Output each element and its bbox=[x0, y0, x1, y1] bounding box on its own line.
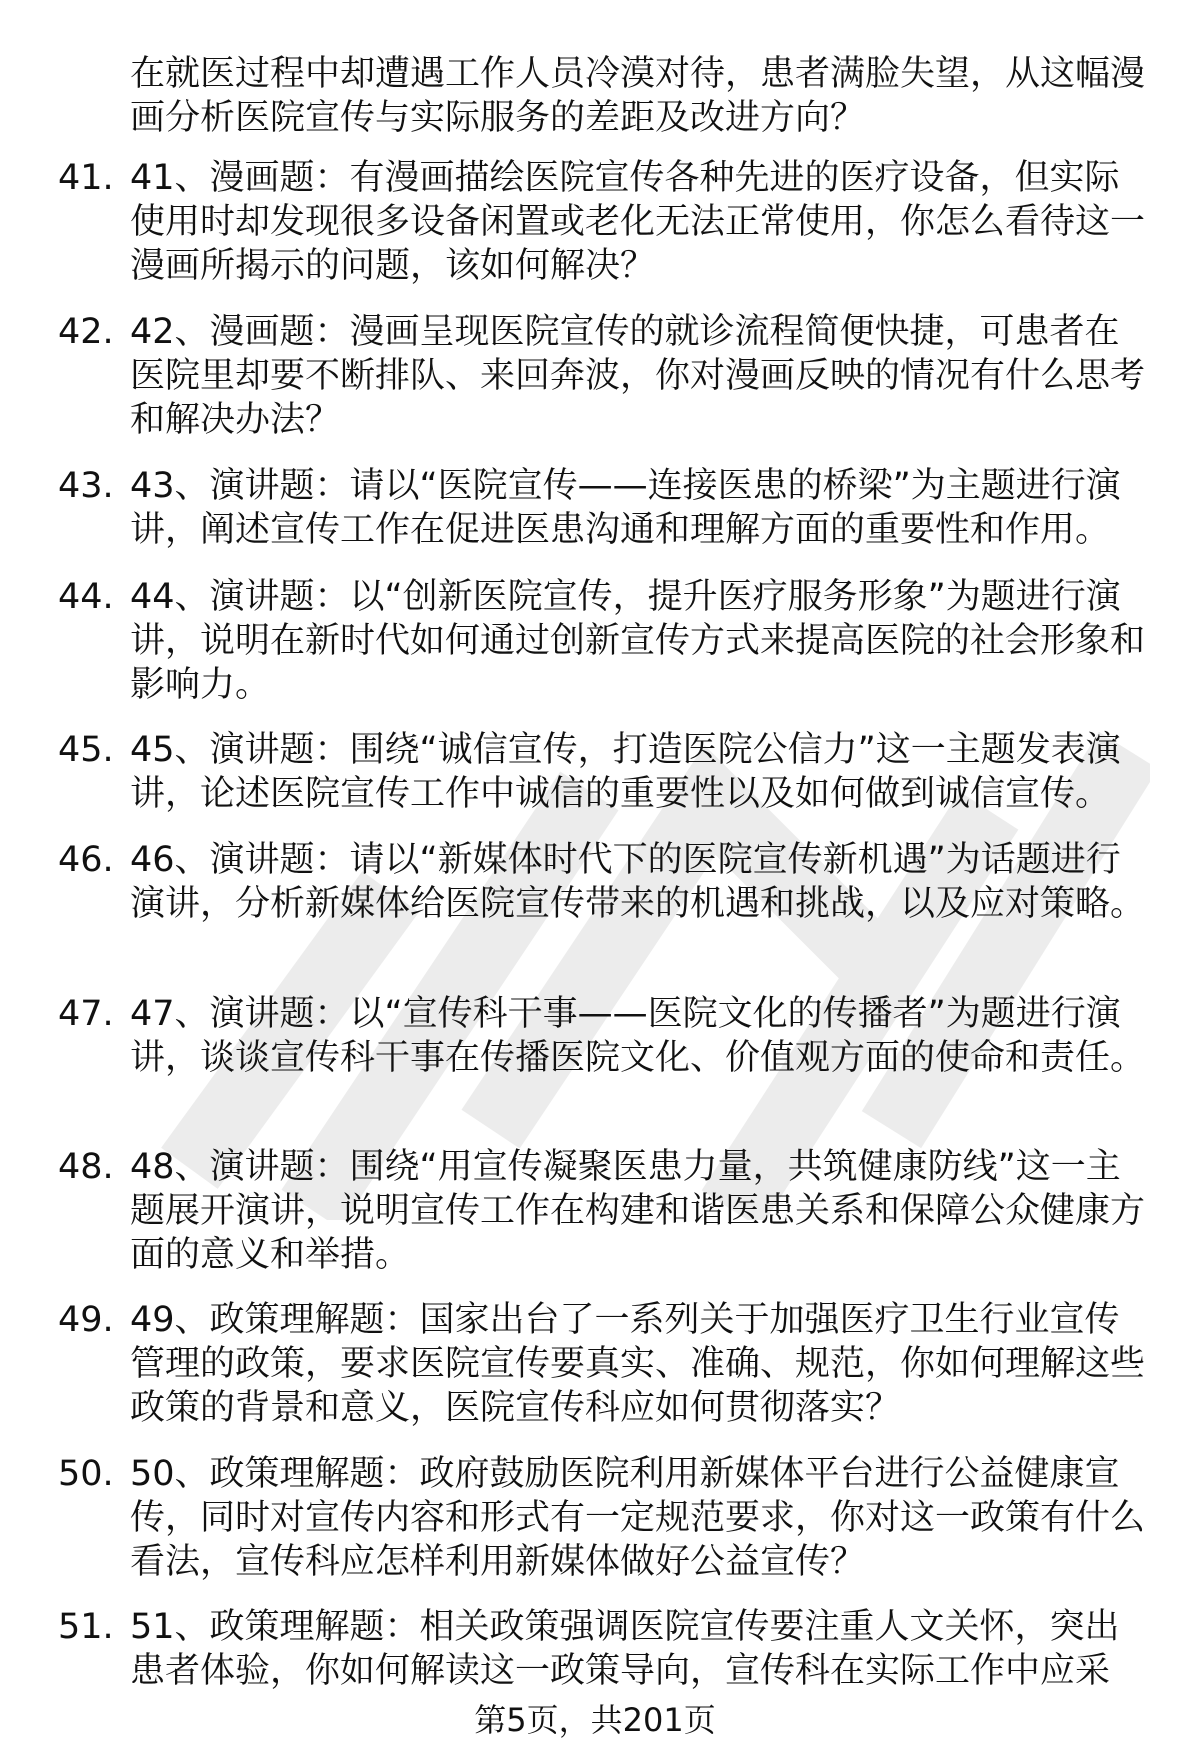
item-text: 43、演讲题：请以“医院宣传——连接医患的桥梁”为主题进行演讲，阐述宣传工作在促进医患沟通和理解方面的重要性和作用。 bbox=[130, 466, 1121, 550]
item-text: 46、演讲题：请以“新媒体时代下的医院宣传新机遇”为话题进行演讲，分析新媒体给医院宣传带来的机遇和挑战，以及应对策略。 bbox=[130, 840, 1146, 924]
item-number: 44. bbox=[58, 577, 114, 617]
item-number: 45. bbox=[58, 730, 114, 770]
item-text: 49、政策理解题：国家出台了一系列关于加强医疗卫生行业宣传管理的政策，要求医院宣传要真实、准确、规范，你如何理解这些政策的背景和意义，医院宣传科应如何贯彻落实？ bbox=[130, 1300, 1146, 1428]
item-text: 48、演讲题：围绕“用宣传凝聚医患力量，共筑健康防线”这一主题展开演讲，说明宣传工作在构建和谐医患关系和保障公众健康方面的意义和举措。 bbox=[130, 1147, 1146, 1275]
item-text: 42、漫画题：漫画呈现医院宣传的就诊流程简便快捷，可患者在医院里却要不断排队、来回奔波，你对漫画反映的情况有什么思考和解决办法？ bbox=[130, 312, 1146, 440]
item-number: 48. bbox=[58, 1147, 114, 1187]
item-number: 42. bbox=[58, 312, 114, 352]
item-text: 41、漫画题：有漫画描绘医院宣传各种先进的医疗设备，但实际使用时却发现很多设备闲置或老化无法正常使用，你怎么看待这一漫画所揭示的问题，该如何解决？ bbox=[130, 158, 1146, 286]
page-footer: 第5页，共201页 bbox=[474, 1701, 716, 1739]
item-text: 44、演讲题：以“创新医院宣传，提升医疗服务形象”为题进行演讲，说明在新时代如何通过创新宣传方式来提高医院的社会形象和影响力。 bbox=[130, 577, 1146, 705]
item-text: 50、政策理解题：政府鼓励医院利用新媒体平台进行公益健康宣传，同时对宣传内容和形式有一定规范要求，你对这一政策有什么看法，宣传科应怎样利用新媒体做好公益宣传？ bbox=[130, 1454, 1146, 1582]
item-number: 46. bbox=[58, 840, 114, 880]
item-number: 50. bbox=[58, 1454, 114, 1494]
intro-paragraph: 在就医过程中却遭遇工作人员冷漠对待，患者满脸失望，从这幅漫画分析医院宣传与实际服务的差距及改进方向？ bbox=[130, 54, 1146, 138]
item-number: 49. bbox=[58, 1300, 114, 1340]
item-number: 41. bbox=[58, 158, 114, 198]
item-text: 51、政策理解题：相关政策强调医院宣传要注重人文关怀，突出患者体验，你如何解读这一政策导向，宣传科在实际工作中应采 bbox=[130, 1607, 1120, 1691]
item-number: 43. bbox=[58, 466, 114, 506]
item-number: 47. bbox=[58, 994, 114, 1034]
item-text: 47、演讲题：以“宣传科干事——医院文化的传播者”为题进行演讲，谈谈宣传科干事在传播医院文化、价值观方面的使命和责任。 bbox=[130, 994, 1146, 1078]
item-text: 45、演讲题：围绕“诚信宣传，打造医院公信力”这一主题发表演讲，论述医院宣传工作中诚信的重要性以及如何做到诚信宣传。 bbox=[130, 730, 1121, 814]
item-number: 51. bbox=[58, 1607, 114, 1647]
